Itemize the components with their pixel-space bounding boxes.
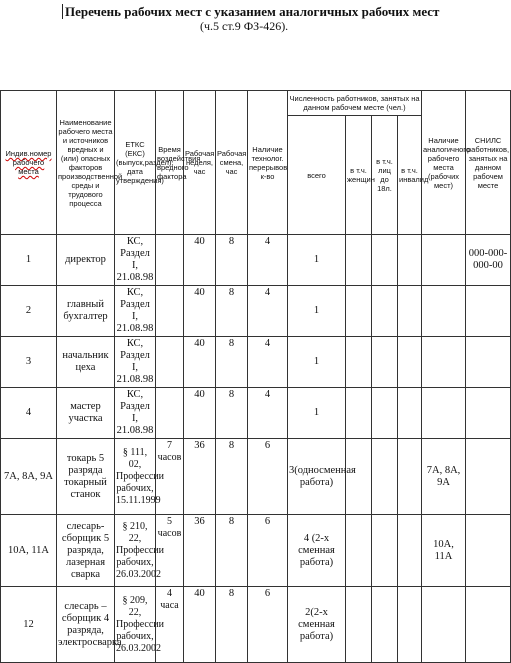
cell-total: 1 [288, 337, 346, 388]
cell-time: 7 часов [156, 439, 184, 515]
cell-etks: КС, Раздел I, 21.08.98 [115, 235, 156, 286]
cell-under18 [372, 439, 398, 515]
cell-shift: 8 [216, 286, 248, 337]
cell-week: 40 [184, 286, 216, 337]
cell-breaks: 6 [248, 439, 288, 515]
cell-total: 4 (2-х сменная работа) [288, 515, 346, 587]
cell-analog [422, 337, 466, 388]
cell-week: 40 [184, 337, 216, 388]
cell-under18 [372, 515, 398, 587]
cell-breaks: 4 [248, 337, 288, 388]
cell-week: 36 [184, 439, 216, 515]
cell-time: 4 часа [156, 587, 184, 663]
header-disabled: в т.ч. инвалид [398, 116, 422, 235]
cell-name: мастер участка [57, 388, 115, 439]
cell-disabled [398, 439, 422, 515]
cell-breaks: 4 [248, 235, 288, 286]
cell-total: 3(односменная работа) [288, 439, 346, 515]
cell-num: 3 [1, 337, 57, 388]
cell-disabled [398, 388, 422, 439]
cell-women [346, 587, 372, 663]
table-row [1, 439, 511, 515]
cell-etks: КС, Раздел I, 21.08.98 [115, 337, 156, 388]
header-name: Наименование рабочего места и источников вредных и (или) опасных факторов производственной среды и трудового процесса [57, 91, 115, 235]
header-under18: в т.ч. лиц до 18л. [372, 116, 398, 235]
cell-time [156, 337, 184, 388]
cell-etks: КС, Раздел I, 21.08.98 [115, 286, 156, 337]
cell-women [346, 286, 372, 337]
workplaces-table [0, 90, 511, 663]
cell-name: главный бухгалтер [57, 286, 115, 337]
header-breaks: Наличие технолог. перерывов к-во [248, 91, 288, 235]
cell-name: слесарь – сборщик 4 разряда, электросварка [57, 587, 115, 663]
cell-analog: 7А, 8А, 9А [422, 439, 466, 515]
header-shift: Рабочая смена, час [216, 91, 248, 235]
header-women: в т.ч. женщин [346, 116, 372, 235]
cell-week: 36 [184, 515, 216, 587]
cell-shift: 8 [216, 587, 248, 663]
table-row [1, 515, 511, 587]
cell-name: токарь 5 разряда токарный станок [57, 439, 115, 515]
cell-analog [422, 286, 466, 337]
header-week: Рабочая неделя, час [184, 91, 216, 235]
cell-women [346, 515, 372, 587]
cell-week: 40 [184, 235, 216, 286]
cell-analog: 10А, 11А [422, 515, 466, 587]
cell-num: 10А, 11А [1, 515, 57, 587]
cell-disabled [398, 515, 422, 587]
header-analog: Наличие аналогичного рабочего места (рабочих мест) [422, 91, 466, 235]
cell-under18 [372, 235, 398, 286]
cell-under18 [372, 337, 398, 388]
cell-time: 5 часов [156, 515, 184, 587]
cell-under18 [372, 286, 398, 337]
header-snils: СНИЛС работников, занятых на данном рабочем месте [466, 91, 511, 235]
cell-breaks: 4 [248, 286, 288, 337]
cell-women [346, 337, 372, 388]
cell-time [156, 388, 184, 439]
cell-week: 40 [184, 587, 216, 663]
cell-name: слесарь-сборщик 5 разряда, лазерная сварка [57, 515, 115, 587]
page-title: Перечень рабочих мест с указанием аналогичных рабочих мест [62, 4, 505, 19]
cell-disabled [398, 587, 422, 663]
cell-under18 [372, 587, 398, 663]
cell-breaks: 6 [248, 587, 288, 663]
cell-breaks: 6 [248, 515, 288, 587]
cell-disabled [398, 286, 422, 337]
table-row [1, 388, 511, 439]
cell-num: 1 [1, 235, 57, 286]
cell-under18 [372, 388, 398, 439]
cell-num: 12 [1, 587, 57, 663]
cell-snils [466, 439, 511, 515]
cell-week: 40 [184, 388, 216, 439]
cell-analog [422, 235, 466, 286]
cell-snils: 000-000-000-00 [466, 235, 511, 286]
cell-snils [466, 587, 511, 663]
cell-snils [466, 388, 511, 439]
cell-total: 1 [288, 388, 346, 439]
cell-snils [466, 286, 511, 337]
cell-women [346, 235, 372, 286]
cell-total: 1 [288, 235, 346, 286]
cell-time [156, 286, 184, 337]
header-total: всего [288, 116, 346, 235]
cell-women [346, 388, 372, 439]
table-row [1, 587, 511, 663]
cell-women [346, 439, 372, 515]
cell-breaks: 4 [248, 388, 288, 439]
cell-analog [422, 587, 466, 663]
cell-etks: § 209, 22, Профессии рабочих, 26.03.2002 [115, 587, 156, 663]
cell-disabled [398, 337, 422, 388]
cell-name: директор [57, 235, 115, 286]
cell-etks: § 111, 02, Профессии рабочих, 15.11.1999 [115, 439, 156, 515]
cell-shift: 8 [216, 439, 248, 515]
cell-snils [466, 337, 511, 388]
table-row [1, 286, 511, 337]
cell-etks: КС, Раздел I, 21.08.98 [115, 388, 156, 439]
cell-shift: 8 [216, 388, 248, 439]
cell-total: 2(2-х сменная работа) [288, 587, 346, 663]
header-count-group: Численность работников, занятых на данном рабочем месте (чел.) [288, 91, 422, 116]
cell-shift: 8 [216, 515, 248, 587]
cell-total: 1 [288, 286, 346, 337]
cell-num: 4 [1, 388, 57, 439]
cell-shift: 8 [216, 235, 248, 286]
table-row [1, 235, 511, 286]
cell-analog [422, 388, 466, 439]
cell-shift: 8 [216, 337, 248, 388]
header-time: Время воздействия вредного фактора [156, 91, 184, 235]
table-row [1, 337, 511, 388]
header-num: Индив.номер рабочего места [1, 91, 57, 235]
cell-disabled [398, 235, 422, 286]
cell-time [156, 235, 184, 286]
cell-num: 7А, 8А, 9А [1, 439, 57, 515]
cell-name: начальник цеха [57, 337, 115, 388]
page-subtitle: (ч.5 ст.9 ФЗ-426). [200, 19, 289, 33]
table-body [1, 235, 511, 663]
header-etks: ЕТКС (ЕКС) (выпуск,раздел), дата утверждения) [115, 91, 156, 235]
cell-etks: § 210, 22, Профессии рабочих, 26.03.2002 [115, 515, 156, 587]
cell-snils [466, 515, 511, 587]
cell-num: 2 [1, 286, 57, 337]
